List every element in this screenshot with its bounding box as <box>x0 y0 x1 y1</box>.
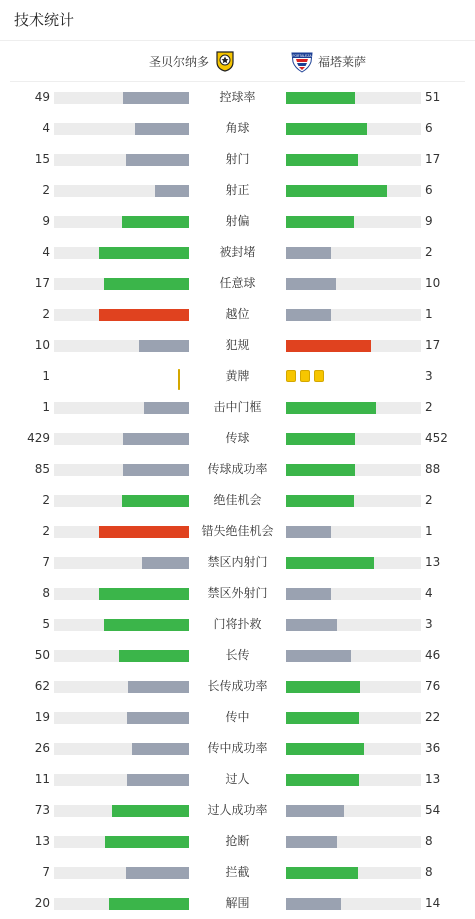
stat-label: 黄牌 <box>225 369 250 383</box>
stat-label: 长传成功率 <box>207 679 268 693</box>
home-bar-track <box>54 92 189 104</box>
home-bar-fill <box>142 557 189 569</box>
away-bar-track <box>286 92 421 104</box>
away-bar-track <box>286 650 421 662</box>
away-bar-fill <box>286 650 351 662</box>
home-bar-track <box>54 805 189 817</box>
stat-label: 射正 <box>225 183 250 197</box>
stat-label: 犯规 <box>225 338 250 352</box>
home-bar-fill <box>104 619 189 631</box>
away-bar-fill <box>286 805 344 817</box>
away-bar-fill <box>286 495 354 507</box>
away-value: 4 <box>425 586 433 600</box>
home-bar-track <box>54 588 189 600</box>
home-value: 1 <box>42 369 50 383</box>
away-bar-track <box>286 340 421 352</box>
away-bar-fill <box>286 898 341 910</box>
home-bar-fill <box>155 185 189 197</box>
away-bar-track <box>286 712 421 724</box>
home-bar-fill <box>122 495 190 507</box>
stat-row <box>0 485 475 516</box>
home-bar-track <box>54 154 189 166</box>
away-value: 51 <box>425 90 441 104</box>
away-bar-fill <box>286 433 355 445</box>
away-bar-fill <box>286 681 360 693</box>
away-bar-track <box>286 216 421 228</box>
stat-row <box>0 547 475 578</box>
away-value: 36 <box>425 741 441 755</box>
away-value: 13 <box>425 555 441 569</box>
home-bar-track <box>54 278 189 290</box>
home-value: 20 <box>34 896 50 910</box>
stat-row <box>0 857 475 888</box>
away-bar-fill <box>286 185 387 197</box>
stat-label: 角球 <box>225 121 250 135</box>
home-value: 10 <box>34 338 50 352</box>
home-value: 4 <box>42 121 50 135</box>
away-bar-fill <box>286 867 358 879</box>
home-bar-track <box>54 867 189 879</box>
stat-label: 击中门框 <box>213 400 262 414</box>
sao-bernardo-crest-icon <box>213 49 237 73</box>
home-bar-track <box>54 712 189 724</box>
home-bar-track <box>54 464 189 476</box>
home-bar-track <box>54 836 189 848</box>
stat-label: 传球 <box>225 431 250 445</box>
home-bar-track <box>54 309 189 321</box>
away-value: 46 <box>425 648 441 662</box>
stat-label: 射偏 <box>225 214 250 228</box>
home-bar-fill <box>119 650 189 662</box>
stat-label: 错失绝佳机会 <box>201 524 274 538</box>
home-bar-track <box>54 402 189 414</box>
home-bar-fill <box>127 712 189 724</box>
home-bar-track <box>54 433 189 445</box>
away-bar-fill <box>286 402 376 414</box>
away-value: 14 <box>425 896 441 910</box>
away-bar-track <box>286 898 421 910</box>
away-bar-track <box>286 402 421 414</box>
home-value: 73 <box>34 803 50 817</box>
stat-row <box>0 268 475 299</box>
stat-label: 解围 <box>225 896 250 910</box>
away-value: 2 <box>425 493 433 507</box>
home-bar-fill <box>104 278 189 290</box>
home-bar-track <box>54 526 189 538</box>
stat-label: 传中 <box>225 710 250 724</box>
away-bar-fill <box>286 247 331 259</box>
away-value: 3 <box>425 369 433 383</box>
stat-label: 过人成功率 <box>207 803 268 817</box>
home-value: 5 <box>42 617 50 631</box>
stat-row <box>0 113 475 144</box>
stat-label: 过人 <box>225 772 250 786</box>
away-bar-fill <box>286 774 359 786</box>
away-bar-fill <box>286 154 358 166</box>
stat-row <box>0 702 475 733</box>
home-value: 4 <box>42 245 50 259</box>
away-value: 22 <box>425 710 441 724</box>
stat-row <box>0 826 475 857</box>
home-bar-fill <box>139 340 189 352</box>
away-value: 8 <box>425 865 433 879</box>
away-bar-fill <box>286 92 355 104</box>
away-bar-track <box>286 557 421 569</box>
away-bar-fill <box>286 712 359 724</box>
stat-row <box>0 330 475 361</box>
away-yellow-cards <box>286 370 324 382</box>
home-team[interactable] <box>149 41 237 81</box>
away-bar-fill <box>286 309 331 321</box>
away-value: 2 <box>425 245 433 259</box>
away-bar-track <box>286 278 421 290</box>
home-value: 17 <box>34 276 50 290</box>
home-value: 8 <box>42 586 50 600</box>
stat-row <box>0 392 475 423</box>
away-bar-track <box>286 805 421 817</box>
stat-row <box>0 609 475 640</box>
stat-row <box>0 144 475 175</box>
away-bar-track <box>286 495 421 507</box>
away-value: 3 <box>425 617 433 631</box>
away-bar-fill <box>286 340 371 352</box>
stat-row <box>0 423 475 454</box>
away-team[interactable] <box>290 41 366 81</box>
away-value: 1 <box>425 524 433 538</box>
home-bar-fill <box>126 867 189 879</box>
stat-row <box>0 764 475 795</box>
home-value: 62 <box>34 679 50 693</box>
away-bar-fill <box>286 123 367 135</box>
stat-row <box>0 733 475 764</box>
stat-label: 控球率 <box>219 90 256 104</box>
away-bar-fill <box>286 588 331 600</box>
home-value: 50 <box>34 648 50 662</box>
stat-row <box>0 454 475 485</box>
away-bar-track <box>286 433 421 445</box>
home-bar-track <box>54 495 189 507</box>
away-bar-track <box>286 123 421 135</box>
away-bar-track <box>286 247 421 259</box>
yellow-card-icon <box>300 370 310 382</box>
stat-label: 拦截 <box>225 865 250 879</box>
away-bar-track <box>286 464 421 476</box>
away-bar-fill <box>286 464 355 476</box>
away-bar-track <box>286 619 421 631</box>
away-bar-fill <box>286 619 337 631</box>
home-bar-fill <box>144 402 189 414</box>
home-value: 2 <box>42 183 50 197</box>
home-bar-fill <box>99 588 189 600</box>
stat-label: 抢断 <box>225 834 250 848</box>
stat-row <box>0 888 475 919</box>
home-bar-fill <box>126 154 189 166</box>
away-value: 1 <box>425 307 433 321</box>
home-bar-fill <box>109 898 189 910</box>
home-value: 13 <box>34 834 50 848</box>
home-bar-track <box>54 557 189 569</box>
home-bar-fill <box>99 309 189 321</box>
away-bar-fill <box>286 278 336 290</box>
home-bar-track <box>54 898 189 910</box>
home-value: 2 <box>42 493 50 507</box>
home-yellow-cards <box>178 370 180 389</box>
away-value: 76 <box>425 679 441 693</box>
away-bar-track <box>286 774 421 786</box>
home-bar-track <box>54 774 189 786</box>
home-bar-track <box>54 650 189 662</box>
stat-row <box>0 516 475 547</box>
stat-label: 任意球 <box>219 276 256 290</box>
home-bar-track <box>54 743 189 755</box>
away-value: 6 <box>425 183 433 197</box>
home-value: 19 <box>34 710 50 724</box>
stat-label: 传球成功率 <box>207 462 268 476</box>
stat-row <box>0 361 475 392</box>
away-value: 2 <box>425 400 433 414</box>
stat-row <box>0 640 475 671</box>
fortaleza-crest-text: FORTALEZA <box>292 54 312 58</box>
home-bar-track <box>54 681 189 693</box>
home-value: 429 <box>27 431 50 445</box>
away-value: 8 <box>425 834 433 848</box>
home-value: 11 <box>34 772 50 786</box>
fortaleza-crest-icon <box>290 49 314 73</box>
home-bar-track <box>54 340 189 352</box>
stat-row <box>0 795 475 826</box>
away-bar-track <box>286 185 421 197</box>
home-value: 85 <box>34 462 50 476</box>
stat-row <box>0 299 475 330</box>
away-bar-fill <box>286 216 354 228</box>
home-bar-fill <box>112 805 189 817</box>
stat-row <box>0 175 475 206</box>
home-bar-fill <box>99 247 189 259</box>
away-bar-track <box>286 836 421 848</box>
stat-label: 传中成功率 <box>207 741 268 755</box>
away-value: 10 <box>425 276 441 290</box>
stat-label: 门将扑救 <box>213 617 262 631</box>
stat-label: 禁区内射门 <box>207 555 268 569</box>
home-bar-fill <box>105 836 189 848</box>
away-bar-fill <box>286 526 331 538</box>
yellow-card-icon <box>286 370 296 382</box>
stat-label: 越位 <box>225 307 250 321</box>
stat-row <box>0 237 475 268</box>
stat-label: 被封堵 <box>219 245 256 259</box>
home-bar-fill <box>122 216 190 228</box>
home-team-name: 圣贝尔纳多 <box>148 54 209 69</box>
stat-row <box>0 578 475 609</box>
stat-label: 射门 <box>225 152 250 166</box>
away-value: 452 <box>425 431 448 445</box>
page-title: 技术统计 <box>0 0 475 41</box>
away-bar-track <box>286 588 421 600</box>
home-value: 26 <box>34 741 50 755</box>
yellow-card-icon <box>178 369 180 390</box>
home-value: 1 <box>42 400 50 414</box>
home-value: 7 <box>42 865 50 879</box>
away-value: 9 <box>425 214 433 228</box>
away-bar-track <box>286 681 421 693</box>
home-value: 2 <box>42 524 50 538</box>
away-value: 17 <box>425 338 441 352</box>
stat-row <box>0 82 475 113</box>
away-value: 88 <box>425 462 441 476</box>
yellow-card-icon <box>314 370 324 382</box>
home-bar-track <box>54 216 189 228</box>
home-value: 15 <box>34 152 50 166</box>
stat-row <box>0 206 475 237</box>
home-bar-fill <box>99 526 189 538</box>
away-value: 54 <box>425 803 441 817</box>
home-bar-fill <box>123 464 189 476</box>
stat-row <box>0 671 475 702</box>
home-bar-fill <box>127 774 189 786</box>
away-bar-fill <box>286 836 337 848</box>
home-value: 2 <box>42 307 50 321</box>
away-bar-track <box>286 309 421 321</box>
team-header <box>10 41 465 82</box>
home-bar-fill <box>123 92 189 104</box>
home-bar-fill <box>132 743 189 755</box>
away-bar-fill <box>286 743 364 755</box>
stat-label: 禁区外射门 <box>207 586 268 600</box>
away-bar-track <box>286 743 421 755</box>
away-bar-track <box>286 526 421 538</box>
home-value: 9 <box>42 214 50 228</box>
stats-list <box>0 82 475 919</box>
home-bar-track <box>54 185 189 197</box>
away-value: 6 <box>425 121 433 135</box>
home-value: 49 <box>34 90 50 104</box>
home-bar-fill <box>128 681 189 693</box>
stat-label: 绝佳机会 <box>213 493 262 507</box>
home-value: 7 <box>42 555 50 569</box>
home-bar-fill <box>135 123 189 135</box>
home-bar-track <box>54 123 189 135</box>
away-bar-fill <box>286 557 374 569</box>
stat-label: 长传 <box>225 648 250 662</box>
away-team-name: 福塔莱萨 <box>318 54 367 69</box>
away-value: 13 <box>425 772 441 786</box>
home-bar-track <box>54 247 189 259</box>
home-bar-fill <box>123 433 189 445</box>
away-value: 17 <box>425 152 441 166</box>
away-bar-track <box>286 867 421 879</box>
home-bar-track <box>54 619 189 631</box>
away-bar-track <box>286 154 421 166</box>
